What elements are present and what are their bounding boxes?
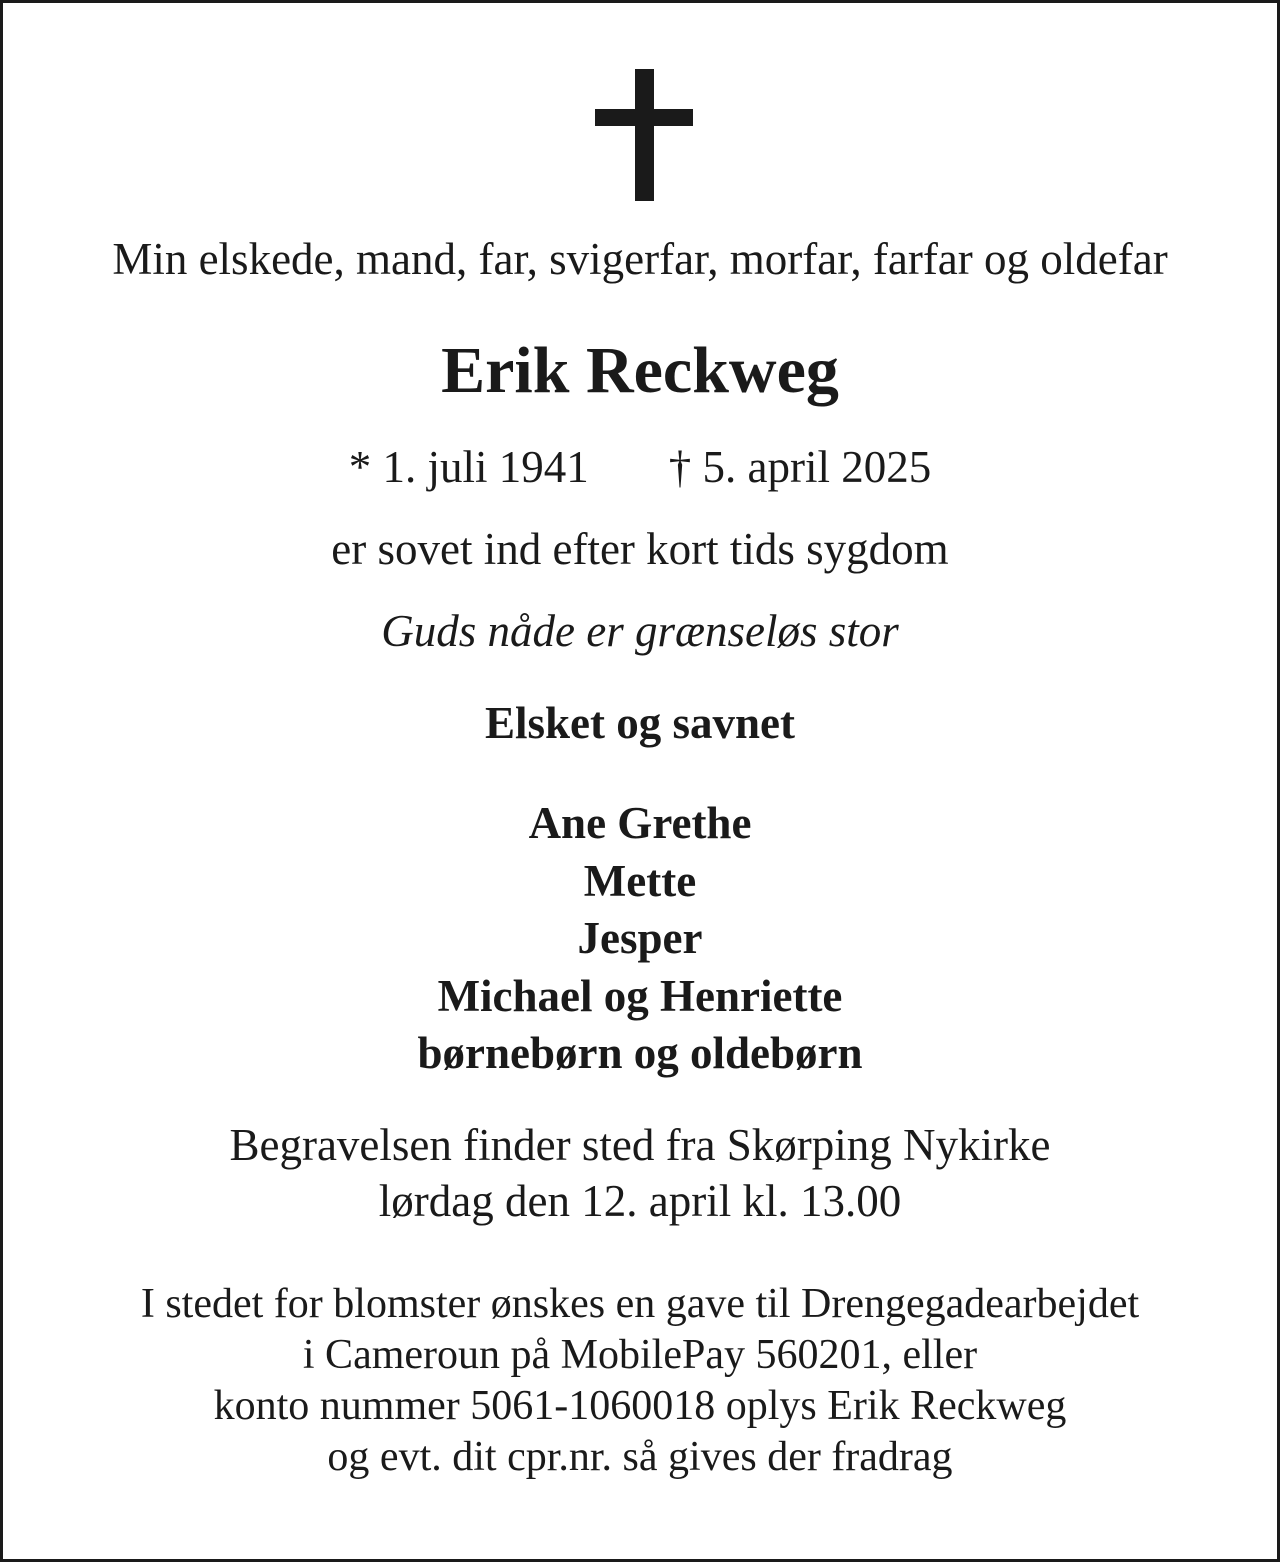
donation-line: konto nummer 5061-1060018 oplys Erik Reckweg [213, 1383, 1067, 1429]
donation-line: I stedet for blomster ønskes en gave til Drengegadearbejdet [140, 1281, 1140, 1327]
family-member: Jesper [577, 913, 703, 963]
family-member: Michael og Henriette [437, 970, 843, 1021]
funeral-info [3, 1117, 1277, 1229]
family-member: Mette [583, 855, 697, 906]
death-date: † 5. april 2025 [668, 442, 932, 492]
donation-line: i Cameroun på MobilePay 560201, eller [302, 1332, 978, 1378]
funeral-line: Begravelsen finder sted fra Skørping Nykirke [229, 1120, 1051, 1170]
family-member: Ane Grethe [528, 798, 752, 848]
family-member: børnebørn og oldebørn [417, 1028, 863, 1078]
intro-text: Min elskede, mand, far, svigerfar, morfar, farfar og oldefar [112, 234, 1168, 284]
life-dates [3, 439, 1277, 495]
cross-icon [595, 69, 693, 201]
loved-and-missed: Elsket og savnet [484, 698, 795, 748]
deceased-name: Erik Reckweg [441, 334, 839, 407]
birth-date: * 1. juli 1941 [348, 442, 589, 492]
donation-line: og evt. dit cpr.nr. så gives der fradrag [327, 1434, 953, 1480]
passing-text: er sovet ind efter kort tids sygdom [331, 524, 949, 574]
funeral-line: lørdag den 12. april kl. 13.00 [378, 1176, 902, 1226]
verse-text: Guds nåde er grænseløs stor [381, 606, 899, 656]
family-list [3, 795, 1277, 1083]
donation-info [3, 1279, 1277, 1483]
